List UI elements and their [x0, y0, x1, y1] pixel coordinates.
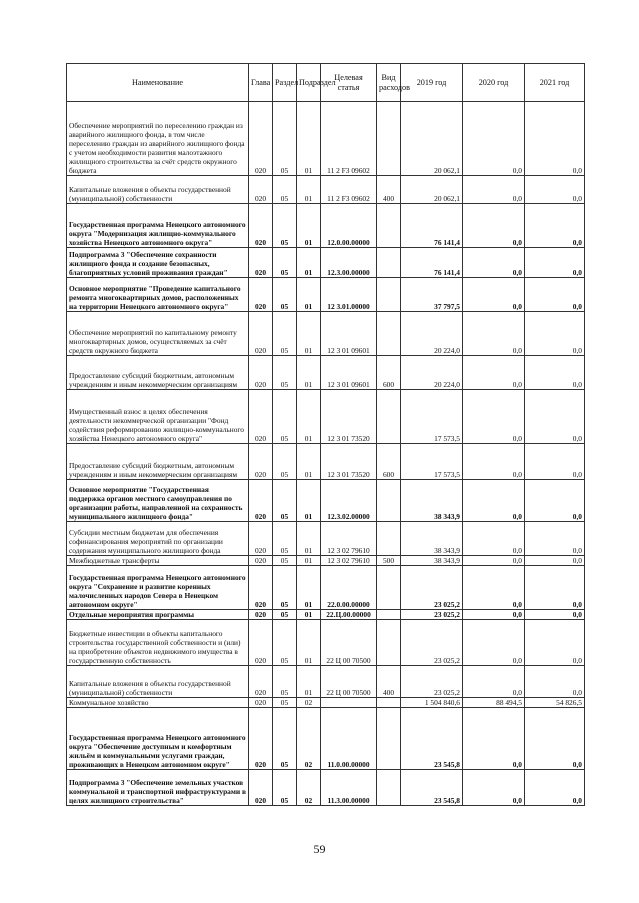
cell-podrazdel: 01 — [297, 620, 321, 666]
cell-y2021: 0,0 — [525, 566, 585, 610]
table-row — [67, 102, 585, 176]
cell-glava: 020 — [249, 708, 273, 770]
cell-y2021: 54 826,5 — [525, 698, 585, 708]
cell-glava: 020 — [249, 312, 273, 356]
cell-razdel: 05 — [273, 698, 297, 708]
header-podrazdel: Подраздел — [297, 64, 321, 102]
cell-y2021: 0,0 — [525, 312, 585, 356]
cell-glava: 020 — [249, 620, 273, 666]
cell-article: 12.3.00.00000 — [321, 248, 377, 278]
cell-podrazdel: 01 — [297, 102, 321, 176]
cell-vid — [377, 204, 401, 248]
cell-podrazdel: 01 — [297, 204, 321, 248]
header-razdel: Раздел — [273, 64, 297, 102]
cell-y2020: 0,0 — [463, 522, 525, 556]
cell-glava: 020 — [249, 248, 273, 278]
header-row — [67, 64, 585, 102]
cell-vid — [377, 698, 401, 708]
cell-y2020: 0,0 — [463, 480, 525, 522]
cell-y2019: 23 025,2 — [401, 566, 463, 610]
cell-y2019: 38 343,9 — [401, 480, 463, 522]
cell-razdel: 05 — [273, 204, 297, 248]
cell-y2021: 0,0 — [525, 204, 585, 248]
cell-podrazdel: 01 — [297, 666, 321, 698]
cell-y2020: 0,0 — [463, 770, 525, 806]
cell-y2020: 0,0 — [463, 708, 525, 770]
table-row — [67, 248, 585, 278]
cell-podrazdel: 02 — [297, 770, 321, 806]
cell-y2020: 0,0 — [463, 176, 525, 204]
cell-y2020: 0,0 — [463, 666, 525, 698]
cell-name: Предоставление субсидий бюджетным, автономным учреждениям и иным некоммерческим организациям — [67, 356, 249, 390]
cell-y2019: 76 141,4 — [401, 204, 463, 248]
header-glava: Глава — [249, 64, 273, 102]
cell-name: Капитальные вложения в объекты государственной (муниципальной) собственности — [67, 176, 249, 204]
cell-y2021: 0,0 — [525, 356, 585, 390]
cell-name: Подпрограмма 3 "Обеспечение сохранности жилищного фонда и создание безопасных, благоприятных условий проживания граждан" — [67, 248, 249, 278]
cell-razdel: 05 — [273, 620, 297, 666]
cell-y2021: 0,0 — [525, 770, 585, 806]
cell-y2020: 0,0 — [463, 356, 525, 390]
cell-article: 22 Ц 00 70500 — [321, 666, 377, 698]
cell-vid — [377, 566, 401, 610]
cell-y2019: 1 504 840,6 — [401, 698, 463, 708]
cell-name: Государственная программа Ненецкого автономного округа "Модернизация жилищно-коммунального хозяйства Ненецкого автономного округа" — [67, 204, 249, 248]
cell-y2020: 0,0 — [463, 312, 525, 356]
cell-article: 12 3.01.00000 — [321, 278, 377, 312]
cell-name: Государственная программа Ненецкого автономного округа "Обеспечение доступным и комфортным жильём и коммунальными услугами граждан, проживающих в Ненецком автономном округе" — [67, 708, 249, 770]
cell-vid — [377, 480, 401, 522]
cell-glava: 020 — [249, 770, 273, 806]
cell-name: Обеспечение мероприятий по переселению граждан из аварийного жилищного фонда, в том числе переселению граждан из аварийного жилищного фонда с учетом необходимости развития малоэтажного жилищного строительства за счёт средств окружного бюджета — [67, 102, 249, 176]
cell-article — [321, 698, 377, 708]
cell-podrazdel: 01 — [297, 390, 321, 444]
cell-vid: 500 — [377, 556, 401, 566]
cell-y2020: 0,0 — [463, 556, 525, 566]
cell-podrazdel: 01 — [297, 444, 321, 480]
cell-razdel: 05 — [273, 566, 297, 610]
page-number: 59 — [313, 842, 326, 856]
cell-y2019: 17 573,5 — [401, 444, 463, 480]
table-row — [67, 522, 585, 556]
table-row — [67, 566, 585, 610]
cell-y2021: 0,0 — [525, 610, 585, 620]
cell-razdel: 05 — [273, 248, 297, 278]
cell-podrazdel: 01 — [297, 176, 321, 204]
cell-vid — [377, 610, 401, 620]
cell-glava: 020 — [249, 566, 273, 610]
cell-glava: 020 — [249, 666, 273, 698]
cell-vid — [377, 770, 401, 806]
cell-vid — [377, 248, 401, 278]
table-row — [67, 480, 585, 522]
cell-glava: 020 — [249, 698, 273, 708]
cell-razdel: 05 — [273, 390, 297, 444]
table-row — [67, 708, 585, 770]
cell-y2019: 38 343,9 — [401, 556, 463, 566]
cell-article: 11.3.00.00000 — [321, 770, 377, 806]
cell-y2021: 0,0 — [525, 522, 585, 556]
cell-y2019: 23 025,2 — [401, 610, 463, 620]
cell-razdel: 05 — [273, 522, 297, 556]
cell-glava: 020 — [249, 610, 273, 620]
cell-name: Обеспечение мероприятий по капитальному ремонту многоквартирных домов, осуществляемых за счёт средств окружного бюджета — [67, 312, 249, 356]
cell-razdel: 05 — [273, 102, 297, 176]
table-row — [67, 390, 585, 444]
cell-glava: 020 — [249, 480, 273, 522]
header-vid: Вид расходов — [377, 64, 401, 102]
cell-name: Основное мероприятие "Государственная поддержка органов местного самоуправления по организации работы, направленной на сохранность муниципального жилищного фонда" — [67, 480, 249, 522]
cell-razdel: 05 — [273, 176, 297, 204]
header-2020: 2020 год — [463, 64, 525, 102]
cell-podrazdel: 01 — [297, 480, 321, 522]
cell-y2019: 20 224,0 — [401, 356, 463, 390]
cell-article: 12 3 02 79610 — [321, 522, 377, 556]
cell-vid — [377, 102, 401, 176]
cell-y2020: 0,0 — [463, 204, 525, 248]
cell-glava: 020 — [249, 102, 273, 176]
table-row — [67, 556, 585, 566]
cell-y2019: 23 025,2 — [401, 666, 463, 698]
cell-y2019: 23 545,8 — [401, 708, 463, 770]
cell-y2021: 0,0 — [525, 248, 585, 278]
cell-article: 12.3.02.00000 — [321, 480, 377, 522]
cell-vid — [377, 390, 401, 444]
cell-name: Коммунальное хозяйство — [67, 698, 249, 708]
cell-y2020: 0,0 — [463, 610, 525, 620]
cell-razdel: 05 — [273, 770, 297, 806]
cell-glava: 020 — [249, 204, 273, 248]
table-row — [67, 278, 585, 312]
cell-y2021: 0,0 — [525, 390, 585, 444]
table-row — [67, 312, 585, 356]
cell-y2019: 17 573,5 — [401, 390, 463, 444]
cell-y2020: 0,0 — [463, 102, 525, 176]
cell-vid — [377, 522, 401, 556]
cell-podrazdel: 01 — [297, 248, 321, 278]
cell-glava: 020 — [249, 176, 273, 204]
header-name: Наименование — [67, 64, 249, 102]
table-row — [67, 698, 585, 708]
cell-y2021: 0,0 — [525, 556, 585, 566]
cell-y2020: 0,0 — [463, 390, 525, 444]
cell-podrazdel: 01 — [297, 278, 321, 312]
cell-vid: 400 — [377, 666, 401, 698]
cell-y2020: 0,0 — [463, 248, 525, 278]
cell-name: Основное мероприятие "Проведение капитального ремонта многоквартирных домов, расположенных на территории Ненецкого автономного округа" — [67, 278, 249, 312]
cell-article: 11.0.00.00000 — [321, 708, 377, 770]
cell-razdel: 05 — [273, 312, 297, 356]
cell-y2019: 20 224,0 — [401, 312, 463, 356]
cell-razdel: 05 — [273, 610, 297, 620]
header-2019: 2019 год — [401, 64, 463, 102]
cell-y2019: 20 062,1 — [401, 176, 463, 204]
table-row — [67, 666, 585, 698]
cell-vid — [377, 312, 401, 356]
cell-name: Субсидии местным бюджетам для обеспечения софинансирования мероприятий по организации содержания муниципального жилищного фонда — [67, 522, 249, 556]
cell-article: 12.0.00.00000 — [321, 204, 377, 248]
cell-y2021: 0,0 — [525, 620, 585, 666]
cell-podrazdel: 01 — [297, 556, 321, 566]
cell-y2021: 0,0 — [525, 278, 585, 312]
cell-razdel: 05 — [273, 480, 297, 522]
cell-glava: 020 — [249, 356, 273, 390]
table-row — [67, 620, 585, 666]
cell-article: 12 3 02 79610 — [321, 556, 377, 566]
cell-y2021: 0,0 — [525, 480, 585, 522]
cell-y2021: 0,0 — [525, 708, 585, 770]
cell-razdel: 05 — [273, 556, 297, 566]
cell-vid: 400 — [377, 176, 401, 204]
cell-razdel: 05 — [273, 278, 297, 312]
cell-y2019: 23 545,8 — [401, 770, 463, 806]
header-article: Целевая статья — [321, 64, 377, 102]
cell-name: Отдельные мероприятия программы — [67, 610, 249, 620]
cell-glava: 020 — [249, 278, 273, 312]
cell-y2019: 37 797,5 — [401, 278, 463, 312]
cell-razdel: 05 — [273, 444, 297, 480]
cell-vid: 600 — [377, 356, 401, 390]
cell-article: 12 3 01 09601 — [321, 312, 377, 356]
cell-podrazdel: 02 — [297, 698, 321, 708]
cell-article: 22.Ц.00.00000 — [321, 610, 377, 620]
cell-glava: 020 — [249, 522, 273, 556]
cell-y2020: 0,0 — [463, 278, 525, 312]
cell-y2019: 38 343,9 — [401, 522, 463, 556]
cell-vid — [377, 620, 401, 666]
cell-y2021: 0,0 — [525, 176, 585, 204]
cell-glava: 020 — [249, 444, 273, 480]
cell-vid — [377, 278, 401, 312]
cell-y2020: 0,0 — [463, 620, 525, 666]
cell-podrazdel: 01 — [297, 312, 321, 356]
cell-y2020: 0,0 — [463, 566, 525, 610]
cell-vid — [377, 708, 401, 770]
cell-name: Государственная программа Ненецкого автономного округа "Сохранение и развитие коренных малочисленных народов Севера в Ненецком автономном округе" — [67, 566, 249, 610]
cell-article: 11 2 F3 09602 — [321, 176, 377, 204]
cell-name: Межбюджетные трансферты — [67, 556, 249, 566]
budget-table — [66, 63, 585, 806]
cell-article: 22 Ц 00 70500 — [321, 620, 377, 666]
cell-podrazdel: 01 — [297, 356, 321, 390]
cell-article: 12 3 01 73520 — [321, 390, 377, 444]
cell-razdel: 05 — [273, 708, 297, 770]
table-row — [67, 356, 585, 390]
table-row — [67, 176, 585, 204]
cell-podrazdel: 01 — [297, 566, 321, 610]
table-row — [67, 770, 585, 806]
cell-y2019: 76 141,4 — [401, 248, 463, 278]
cell-y2021: 0,0 — [525, 444, 585, 480]
cell-name: Капитальные вложения в объекты государственной (муниципальной) собственности — [67, 666, 249, 698]
cell-razdel: 05 — [273, 356, 297, 390]
cell-y2021: 0,0 — [525, 666, 585, 698]
cell-podrazdel: 01 — [297, 610, 321, 620]
header-2021: 2021 год — [525, 64, 585, 102]
table-row — [67, 204, 585, 248]
cell-name: Подпрограмма 3 "Обеспечение земельных участков коммунальной и транспортной инфраструктурами в целях жилищного строительства" — [67, 770, 249, 806]
cell-y2021: 0,0 — [525, 102, 585, 176]
cell-article: 12 3 01 09601 — [321, 356, 377, 390]
cell-article: 12 3 01 73520 — [321, 444, 377, 480]
cell-y2019: 20 062,1 — [401, 102, 463, 176]
cell-podrazdel: 02 — [297, 708, 321, 770]
cell-article: 22.0.00.00000 — [321, 566, 377, 610]
cell-name: Предоставление субсидий бюджетным, автономным учреждениям и иным некоммерческим организациям — [67, 444, 249, 480]
cell-y2020: 0,0 — [463, 444, 525, 480]
cell-name: Бюджетные инвестиции в объекты капитального строительства государственной собственности и (или) на приобретение объектов недвижимого имущества в государственную собственность — [67, 620, 249, 666]
cell-y2019: 23 025,2 — [401, 620, 463, 666]
cell-glava: 020 — [249, 556, 273, 566]
table-row — [67, 610, 585, 620]
cell-y2020: 88 494,5 — [463, 698, 525, 708]
cell-article: 11 2 F3 09602 — [321, 102, 377, 176]
cell-glava: 020 — [249, 390, 273, 444]
cell-vid: 600 — [377, 444, 401, 480]
cell-razdel: 05 — [273, 666, 297, 698]
cell-name: Имущественный взнос в целях обеспечения деятельности некоммерческой организации "Фонд содействия реформированию жилищно-коммунального хозяйства Ненецкого автономного округа" — [67, 390, 249, 444]
table-row — [67, 444, 585, 480]
cell-podrazdel: 01 — [297, 522, 321, 556]
